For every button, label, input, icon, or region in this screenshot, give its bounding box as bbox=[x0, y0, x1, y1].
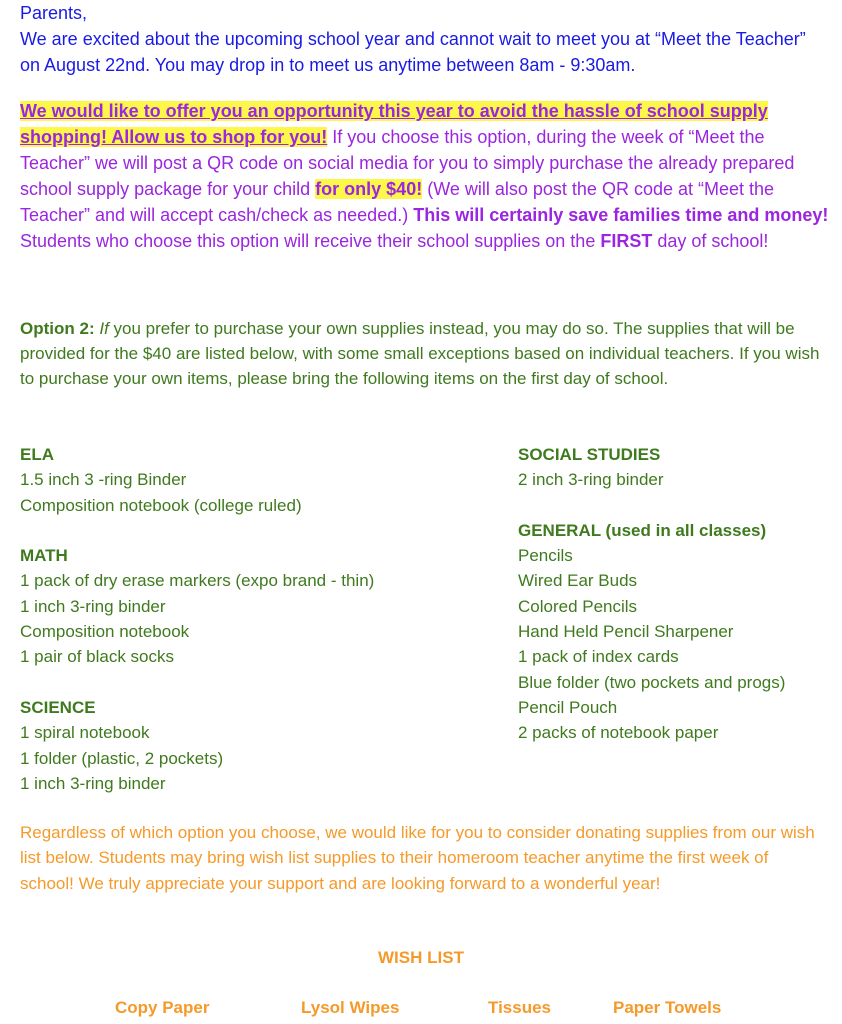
offer-text-4: day of school! bbox=[652, 231, 769, 251]
closing-paragraph: Regardless of which option you choose, we would like for you to consider donating supplies from our wish list below. Students may bring wish list supplies to their homeroom teacher anytime the first week of school! We truly appreciate your support and are looking forward to a wonderful year! bbox=[20, 823, 815, 893]
offer-save: This will certainly save families time and money! bbox=[413, 205, 829, 225]
offer-text-1: If you choose this option, during the week of “Meet the Teacher” we will post a QR code on social media for you to simply purchase the already prepared school supply package for your child bbox=[20, 127, 795, 199]
wishlist-item-tissues: Tissues bbox=[488, 998, 552, 1017]
section-social-studies bbox=[518, 442, 838, 493]
offer-text-3: Students who choose this option will receive their school supplies on the bbox=[20, 231, 601, 251]
section-title: GENERAL (used in all classes) bbox=[518, 520, 767, 540]
wishlist-item-copy-paper: Copy Paper bbox=[115, 998, 210, 1017]
supply-item: Pencils bbox=[518, 546, 573, 566]
option2-paragraph bbox=[20, 316, 832, 391]
offer-price: for only $40! bbox=[315, 179, 423, 199]
supply-item: 1.5 inch 3 -ring Binder bbox=[20, 470, 187, 490]
option2-label: Option 2: bbox=[20, 319, 95, 338]
option2-text: you prefer to purchase your own supplies instead, you may do so. The supplies that will be provided for the $40 are listed below, with some small exceptions based on individual teachers. If you wish to purchase your own items, please bring the following items on the first day of school. bbox=[20, 319, 820, 388]
supply-item: 1 pack of index cards bbox=[518, 647, 679, 667]
section-science bbox=[20, 695, 490, 796]
supply-item: 2 packs of notebook paper bbox=[518, 723, 719, 743]
supply-item: 1 spiral notebook bbox=[20, 723, 150, 743]
supply-item: 1 pack of dry erase markers (expo brand - thin) bbox=[20, 571, 375, 591]
supply-item: 1 inch 3-ring binder bbox=[20, 773, 166, 793]
supply-item: Hand Held Pencil Sharpener bbox=[518, 622, 734, 642]
supply-item: 1 folder (plastic, 2 pockets) bbox=[20, 748, 224, 768]
intro-text: We are excited about the upcoming school year and cannot wait to meet you at “Meet the Teacher” on August 22nd. You may drop in to meet us anytime between 8am - 9:30am. bbox=[20, 29, 806, 75]
supply-item: Colored Pencils bbox=[518, 596, 638, 616]
supply-item: 1 pair of black socks bbox=[20, 647, 175, 667]
greeting: Parents, bbox=[20, 3, 88, 23]
supplies-left-column bbox=[20, 442, 490, 821]
wishlist-title: WISH LIST bbox=[378, 948, 464, 967]
section-title: SOCIAL STUDIES bbox=[518, 445, 661, 464]
wishlist-item-paper-towels: Paper Towels bbox=[613, 998, 722, 1017]
supply-item: Composition notebook (college ruled) bbox=[20, 495, 302, 515]
supply-item: Blue folder (two pockets and progs) bbox=[518, 672, 786, 692]
offer-text-2: (We will also post the QR code at “Meet the Teacher” and will accept cash/check as needed.) bbox=[20, 179, 775, 225]
offer-highlight: We would like to offer you an opportunity this year to avoid the hassle of school supply shopping! Allow us to shop for you! bbox=[20, 101, 768, 147]
supply-item: Composition notebook bbox=[20, 622, 190, 642]
section-title: SCIENCE bbox=[20, 697, 96, 717]
section-title: MATH bbox=[20, 546, 68, 566]
section-title: ELA bbox=[20, 445, 54, 464]
supply-item: Wired Ear Buds bbox=[518, 571, 638, 591]
intro-paragraph bbox=[20, 0, 830, 78]
option2-if: If bbox=[99, 319, 109, 338]
section-general bbox=[518, 518, 838, 746]
wishlist-item-lysol-wipes: Lysol Wipes bbox=[301, 998, 400, 1017]
supply-item: 2 inch 3-ring binder bbox=[518, 470, 664, 490]
supply-item: 1 inch 3-ring binder bbox=[20, 596, 166, 616]
offer-paragraph bbox=[20, 98, 832, 254]
supplies-right-column bbox=[518, 442, 838, 771]
offer-first: FIRST bbox=[600, 231, 653, 251]
section-ela bbox=[20, 442, 490, 518]
section-math bbox=[20, 543, 490, 669]
supply-item: Pencil Pouch bbox=[518, 697, 618, 717]
